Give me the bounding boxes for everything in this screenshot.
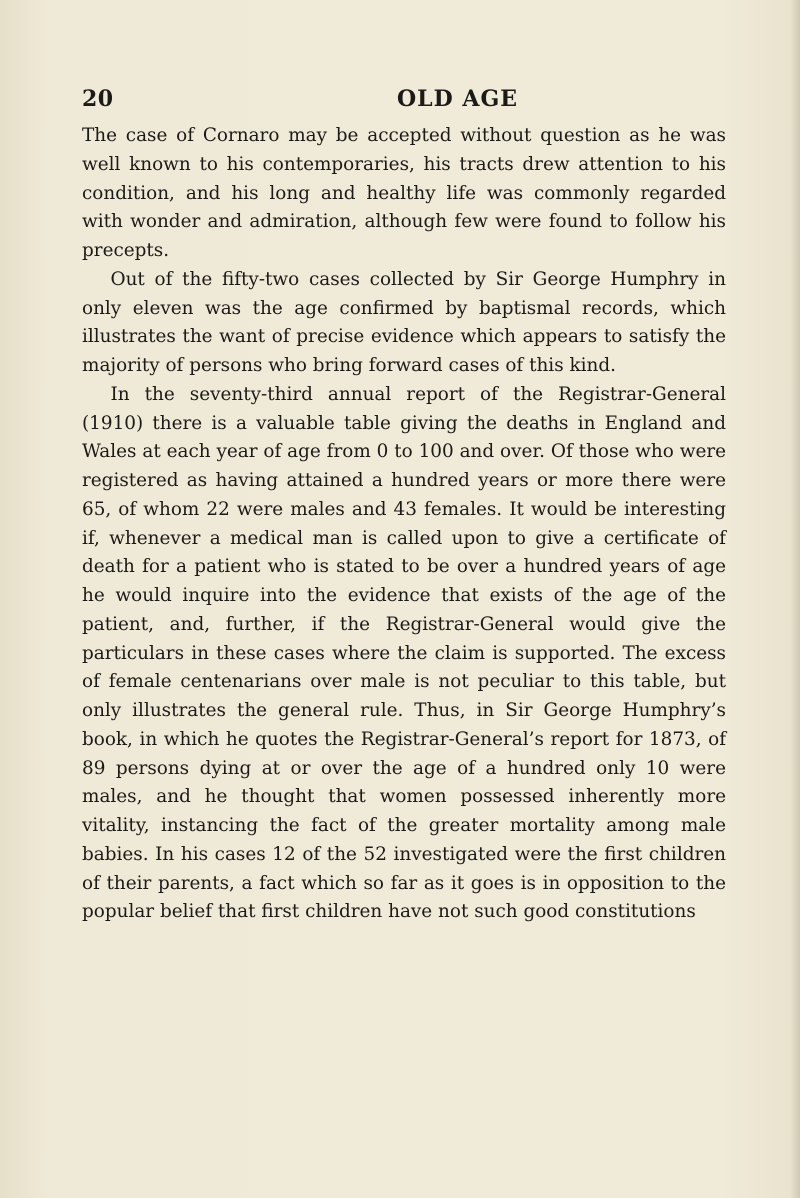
running-title: OLD AGE [397,86,518,112]
paragraph-humphry-cases: Out of the fifty-two cases collected by Sir George Humphry in only eleven was the age confirmed by baptismal records, which illustrates the want of precise evidence which appears to satisfy the majority of persons who bring forward cases of this kind. [82,268,726,376]
page-header [82,86,722,126]
page-edge-shadow [790,0,800,1198]
paragraph-registrar-general: In the seventy-third annual report of the Registrar-General (1910) there is a valuable table giving the deaths in England and Wales at each year of age from 0 to 100 and over. Of those who were registered as having attained a hundred years or more there were 65, of whom 22 were males and 43 females. It would be interesting if, whenever a medical man is called upon to give a certificate of death for a patient who is stated to be over a hundred years of age he would inquire into the evidence that exists of the age of the patient, and, further, if the Registrar-General would give the particulars in these cases where the claim is supported. The excess of female centenarians over male is not peculiar to this table, but only illustrates the general rule. Thus, in Sir George Humphry’s book, in which he quotes the Registrar-General’s report for 1873, of 89 persons dying at or over the age of a hundred only 10 were males, and he thought that women possessed inherently more vitality, instancing the fact of the greater mortality among male babies. In his cases 12 of the 52 investigated were the first children of their parents, a fact which so far as it goes is in opposition to the popular belief that first children have not such good constitutions [82,383,726,923]
page-number: 20 [82,86,114,112]
body-text [82,122,726,927]
paragraph-cornaro: The case of Cornaro may be accepted without question as he was well known to his contemporaries, his tracts drew attention to his condition, and his long and healthy life was commonly regarded with wonder and admiration, although few were found to follow his precepts. [82,125,726,261]
